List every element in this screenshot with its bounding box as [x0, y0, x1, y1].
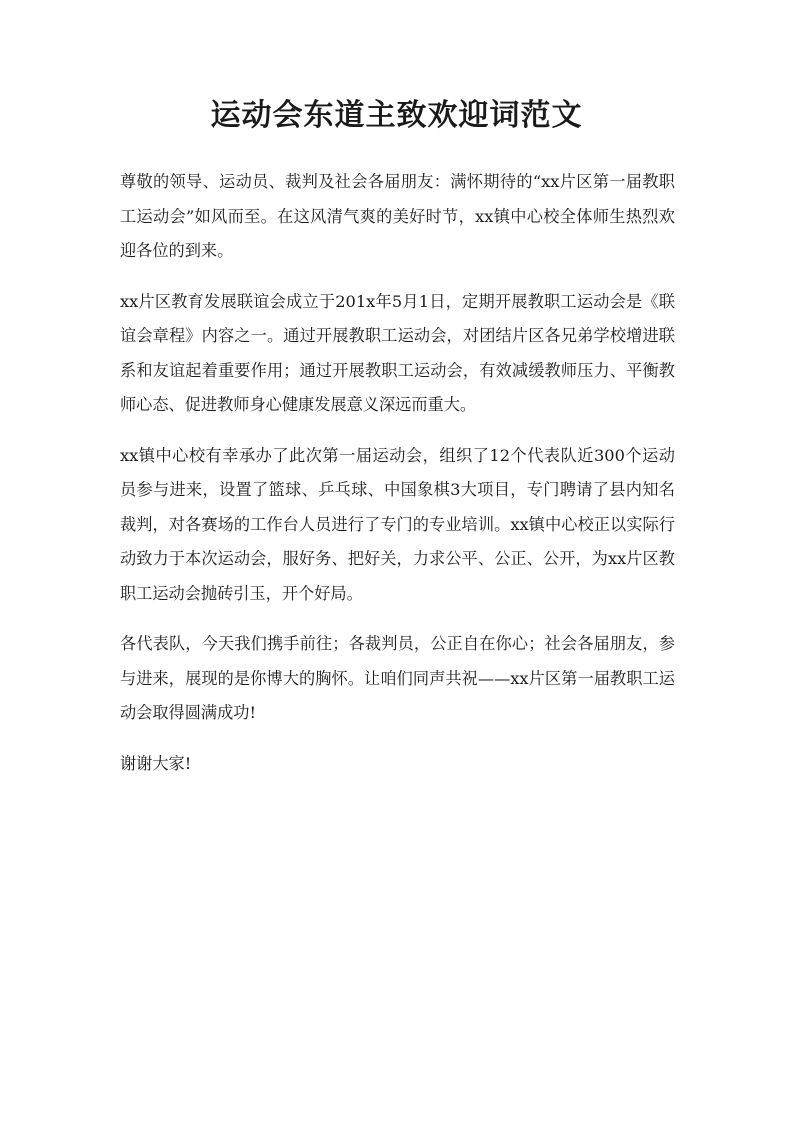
document-body — [120, 165, 675, 797]
document-title: 运动会东道主致欢迎词范文 — [210, 98, 583, 133]
paragraph-wishes: 各代表队，今天我们携手前往；各裁判员，公正自在你心；社会各届朋友，参与进来，展现的是你博大的胸怀。让咱们同声共祝——xx片区第一届教职工运动会取得圆满成功! — [120, 634, 675, 722]
paragraph-organization: xx镇中心校有幸承办了此次第一届运动会，组织了12个代表队近300个运动员参与进来，设置了篮球、乒乓球、中国象棋3大项目，专门聘请了县内知名裁判，对各赛场的工作台人员进行了专门的专业培训。xx镇中心校正以实际行动致力于本次运动会，服好务、把好关，力求公平、公正、公开，为xx片区教职工运动会抛砖引玉，开个好局。 — [120, 445, 675, 603]
paragraph-greeting: 尊敬的领导、运动员、裁判及社会各届朋友：满怀期待的“xx片区第一届教职工运动会”如风而至。在这风清气爽的美好时节，xx镇中心校全体师生热烈欢迎各位的到来。 — [120, 172, 675, 260]
paragraph-background: xx片区教育发展联谊会成立于201x年5月1日，定期开展教职工运动会是《联谊会章程》内容之一。通过开展教职工运动会，对团结片区各兄弟学校增进联系和友谊起着重要作用；通过开展教职工运动会，有效减缓教师压力、平衡教师心态、促进教师身心健康发展意义深远而重大。 — [120, 291, 675, 414]
paragraph-thanks: 谢谢大家! — [120, 753, 192, 773]
